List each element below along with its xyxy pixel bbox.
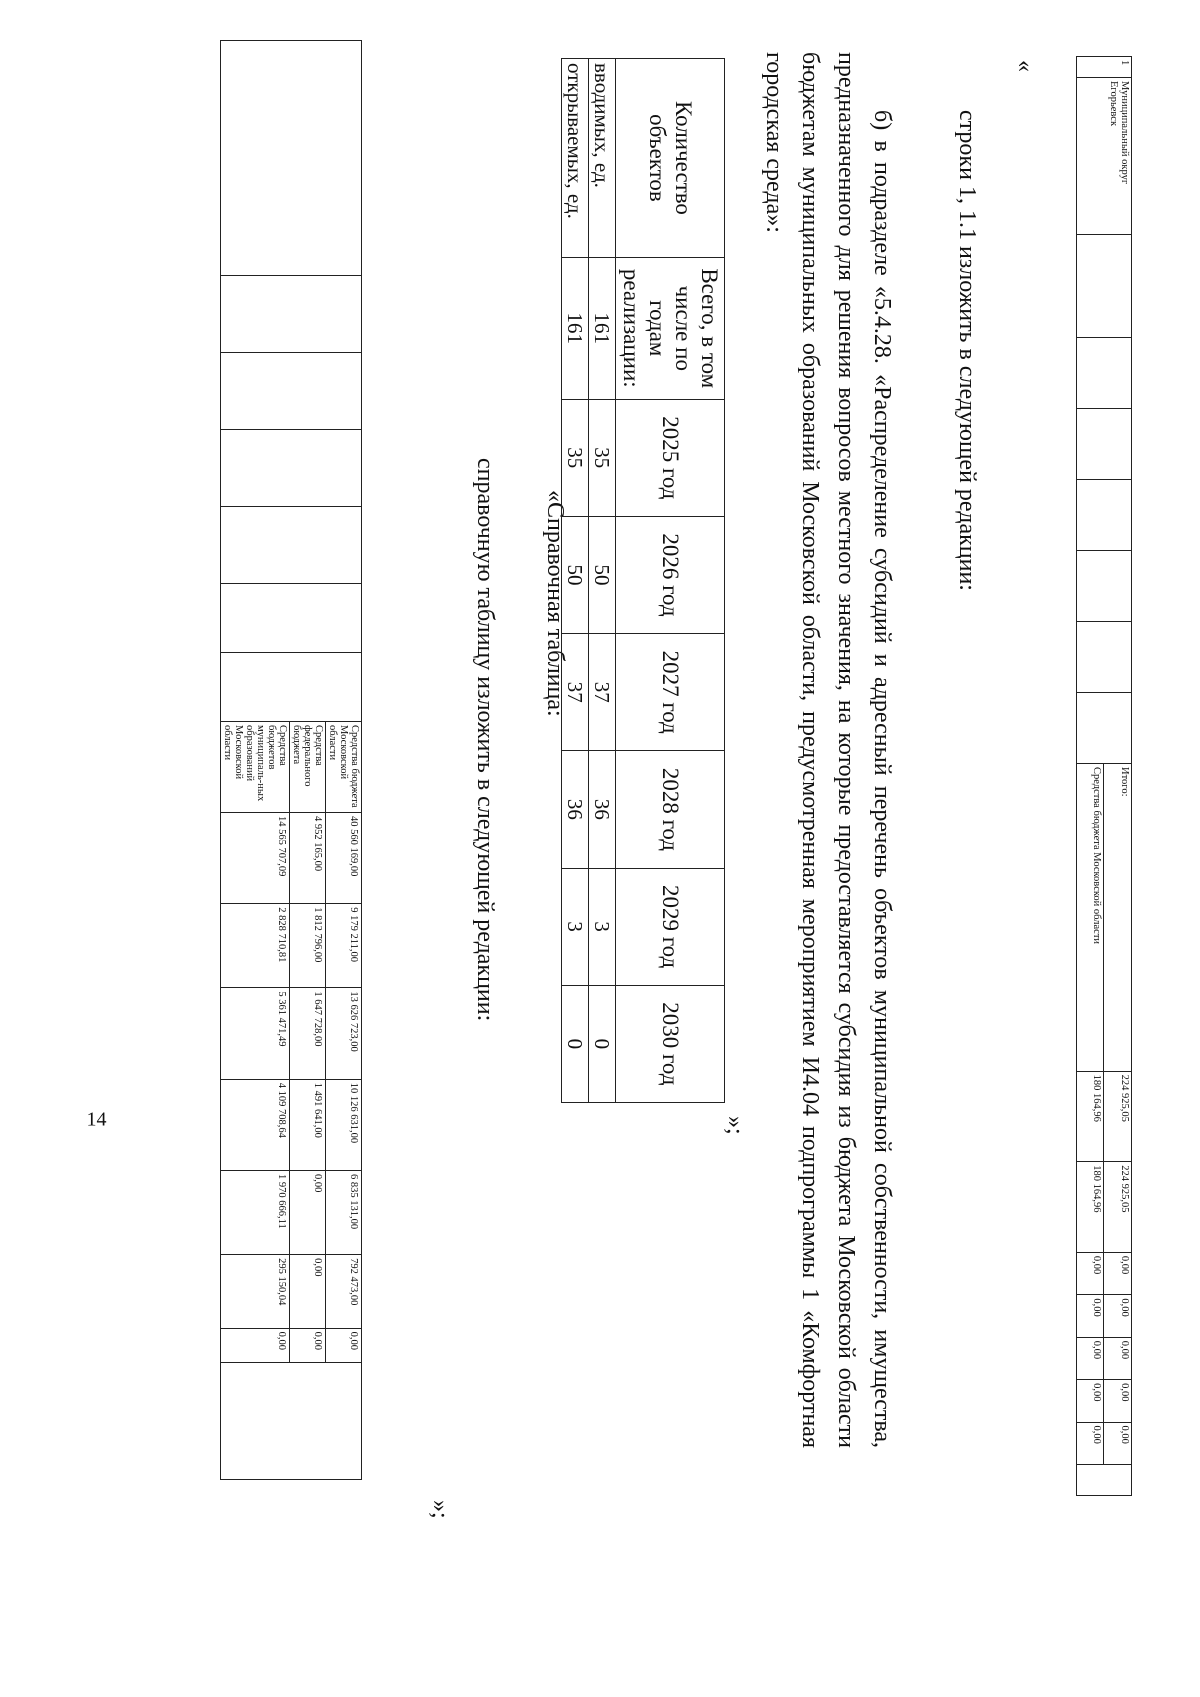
source-label: Средства бюджетов муниципаль-ных образований Московской области xyxy=(221,722,290,813)
table-row xyxy=(326,41,362,1480)
table-cell: 2 828 710,81 xyxy=(221,904,290,988)
table-header-row xyxy=(616,59,725,1103)
table-cell: 0,00 xyxy=(1077,1295,1105,1337)
table-cell: 37 xyxy=(589,634,616,751)
table-cell: 224 925,05 xyxy=(1104,1071,1132,1162)
table-row xyxy=(589,59,616,1103)
table-cell: 180 164,96 xyxy=(1077,1071,1105,1162)
table-row xyxy=(1104,57,1132,1496)
table-cell: 0,00 xyxy=(1104,1380,1132,1422)
table-cell: 0,00 xyxy=(1077,1252,1105,1294)
column-header: 2028 год xyxy=(616,751,725,868)
table-cell: 0 xyxy=(589,985,616,1102)
table-cell: 35 xyxy=(589,399,616,516)
table-cell: 6 835 131,00 xyxy=(326,1170,362,1254)
table-cell: 40 560 169,00 xyxy=(326,813,362,904)
funding-table-fragment xyxy=(220,40,362,1480)
page-number: 14 xyxy=(86,1108,107,1131)
column-header: 2025 год xyxy=(616,399,725,516)
table-cell: 10 126 631,00 xyxy=(326,1079,362,1170)
table-cell: 0 xyxy=(562,985,589,1102)
paragraph-c: строки 1, 1.1 изложить в следующей редакции: xyxy=(954,110,980,591)
row-label: открываемых, ед. xyxy=(562,59,589,258)
table-cell: 0,00 xyxy=(290,1328,326,1362)
table-cell: 4 109 708,64 xyxy=(221,1079,290,1170)
table-cell: 0,00 xyxy=(1077,1380,1105,1422)
source-label: Средства бюджета Московской области xyxy=(326,722,362,813)
table-cell: 295 150,04 xyxy=(221,1255,290,1328)
table-cell: 14 565 707,09 xyxy=(221,813,290,904)
column-header: 2030 год xyxy=(616,985,725,1102)
table-cell: 792 473,00 xyxy=(326,1255,362,1328)
paragraph-b: б) в подразделе «5.4.28. «Распределение субсидий и адресный перечень объектов муниципальной собственности, имущества, предназначенного для решения вопросов местного значения, на которые предоставляется субсидия из бюджета Московской области бюджетам муниципальных образований Московской области, предусмотренная мероприятием И4.04 подпрограммы 1 «Комфортная городская среда»: xyxy=(761,52,895,1448)
table-cell: 0,00 xyxy=(221,1328,290,1362)
table-cell: 37 xyxy=(562,634,589,751)
table-cell: 0,00 xyxy=(1077,1422,1105,1464)
table-cell: 0,00 xyxy=(290,1170,326,1254)
table-cell: 0,00 xyxy=(326,1328,362,1362)
row-number: 1 xyxy=(1077,57,1132,78)
source-label: Средства бюджета Московской области xyxy=(1077,764,1105,1072)
table-row xyxy=(562,59,589,1103)
column-header: Всего, в том числе по годам реализации: xyxy=(616,257,725,399)
column-header: Количество объектов xyxy=(616,59,725,258)
table-cell: 4 952 165,00 xyxy=(290,813,326,904)
table-cell: 0,00 xyxy=(1104,1422,1132,1464)
municipality-name: Муниципальный округ Егорьевск xyxy=(1077,78,1132,235)
table-cell: 0,00 xyxy=(290,1255,326,1328)
reference-table xyxy=(561,58,725,1103)
table-cell: 50 xyxy=(589,516,616,633)
subsidy-table-fragment xyxy=(1076,56,1132,1496)
table-cell: 36 xyxy=(589,751,616,868)
table-cell: 5 361 471,49 xyxy=(221,988,290,1079)
table-cell: 1 970 666,11 xyxy=(221,1170,290,1254)
table-cell: 1 812 796,00 xyxy=(290,904,326,988)
column-header: 2029 год xyxy=(616,868,725,985)
closing-quote: »; xyxy=(722,1116,748,1135)
total-label: Итого: xyxy=(1104,764,1132,1072)
column-header: 2027 год xyxy=(616,634,725,751)
table-cell: 161 xyxy=(562,257,589,399)
table-cell: 3 xyxy=(562,868,589,985)
row-label: вводимых, ед. xyxy=(589,59,616,258)
source-label: Средства федерального бюджета xyxy=(290,722,326,813)
opening-quote: « xyxy=(1012,60,1038,72)
table-cell: 1 491 641,00 xyxy=(290,1079,326,1170)
table-cell: 9 179 211,00 xyxy=(326,904,362,988)
table-cell: 224 925,05 xyxy=(1104,1162,1132,1253)
table-cell: 180 164,96 xyxy=(1077,1162,1105,1253)
table-cell: 36 xyxy=(562,751,589,868)
table-cell: 3 xyxy=(589,868,616,985)
table-cell: 0,00 xyxy=(1104,1252,1132,1294)
column-header: 2026 год xyxy=(616,516,725,633)
table-cell: 0,00 xyxy=(1077,1337,1105,1379)
closing-quote: »; xyxy=(427,1500,453,1519)
table-cell: 1 647 728,00 xyxy=(290,988,326,1079)
instruction-line: справочную таблицу изложить в следующей редакции: xyxy=(472,458,498,1022)
table-cell: 0,00 xyxy=(1104,1295,1132,1337)
table-cell: 50 xyxy=(562,516,589,633)
table-cell: 13 626 723,00 xyxy=(326,988,362,1079)
table-cell: 161 xyxy=(589,257,616,399)
table-cell: 35 xyxy=(562,399,589,516)
reference-table-caption: «Справочная таблица: xyxy=(542,490,568,717)
table-cell: 0,00 xyxy=(1104,1337,1132,1379)
